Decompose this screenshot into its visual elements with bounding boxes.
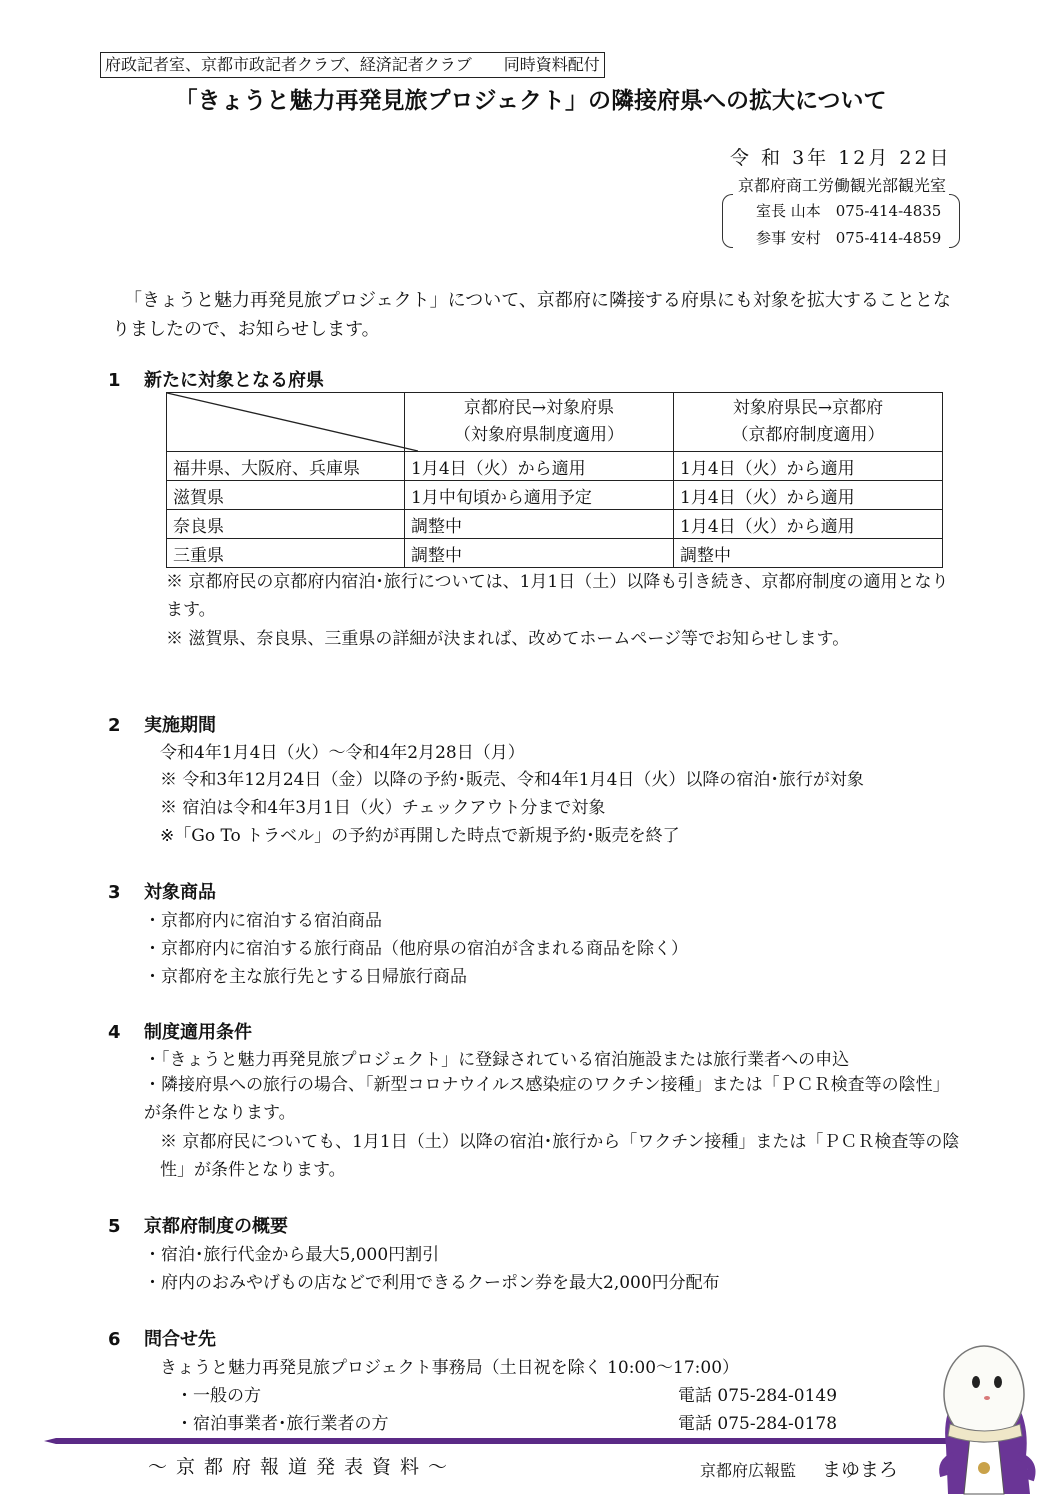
diagonal-header-cell — [167, 393, 405, 452]
table-cell: 滋賀県 — [167, 481, 405, 510]
period-note: ※ 令和3年12月24日（金）以降の予約･販売、令和4年1月4日（火）以降の宿泊･旅行が対象 — [160, 770, 864, 790]
table-note: ※ 京都府民の京都府内宿泊･旅行については、1月1日（土）以降も引き続き、京都府制度の適用となります。 — [166, 572, 949, 620]
list-item: ・府内のおみやげもの店などで利用できるクーポン券を最大2,000円分配布 — [144, 1273, 720, 1293]
footer-mascot-name: まゆまろ — [822, 1459, 899, 1481]
section-number: 1 — [108, 370, 121, 391]
footer-role: 京都府広報監 — [700, 1461, 797, 1480]
section-title: 京都府制度の概要 — [144, 1216, 288, 1237]
column-header-line: （京都府制度適用） — [731, 425, 885, 445]
section-number: 2 — [108, 715, 121, 736]
section-number: 5 — [108, 1216, 121, 1237]
section-heading — [108, 1212, 288, 1238]
section-heading — [108, 366, 324, 392]
list-item: ・京都府を主な旅行先とする日帰旅行商品 — [144, 967, 467, 987]
department-name: 京都府商工労働観光部観光室 — [738, 176, 947, 195]
table-cell: 1月中旬頃から適用予定 — [405, 481, 674, 510]
contact-line: 参事 安村 075-414-4859 — [756, 229, 942, 247]
contact-label: ・宿泊事業者･旅行業者の方 — [176, 1414, 389, 1434]
bracket-left — [722, 194, 733, 248]
table-cell: 1月4日（火）から適用 — [674, 510, 943, 539]
list-item: ・「きょうと魅力再発見旅プロジェクト」に登録されている宿泊施設または旅行業者への申込 — [144, 1050, 850, 1070]
mascot-icon — [926, 1336, 1044, 1496]
period-note: ※「Go To トラベル」の予約が再開した時点で新規予約･販売を終了 — [160, 826, 680, 846]
section-title: 新たに対象となる府県 — [144, 370, 324, 391]
table-cell: 三重県 — [167, 539, 405, 568]
section-number: 4 — [108, 1022, 121, 1043]
table-note: ※ 滋賀県、奈良県、三重県の詳細が決まれば、改めてホームページ等でお知らせします。 — [166, 629, 850, 649]
diagonal-line — [167, 393, 418, 451]
list-item: ・京都府内に宿泊する宿泊商品 — [144, 911, 382, 931]
section-heading — [108, 1325, 216, 1351]
column-header-line: （対象府県制度適用） — [454, 425, 624, 445]
section-title: 制度適用条件 — [144, 1022, 252, 1043]
footer-caption: ～京都府報道発表資料～ — [148, 1456, 457, 1478]
contact-phone: 電話 075-284-0149 — [678, 1386, 838, 1406]
section-heading — [108, 711, 216, 737]
contact-phone: 電話 075-284-0178 — [678, 1414, 838, 1434]
table-row — [167, 481, 943, 510]
table-row — [167, 510, 943, 539]
section-number: 3 — [108, 882, 121, 903]
table-cell: 福井県、大阪府、兵庫県 — [167, 452, 405, 481]
distribution-note: 府政記者室、京都市政記者クラブ、経済記者クラブ 同時資料配付 — [100, 52, 605, 78]
office-name: きょうと魅力再発見旅プロジェクト事務局（土日祝を除く 10:00～17:00） — [160, 1358, 740, 1378]
period-text: 令和4年1月4日（火）～令和4年2月28日（月） — [160, 743, 525, 763]
table-cell: 奈良県 — [167, 510, 405, 539]
section-number: 6 — [108, 1329, 121, 1350]
table-cell: 調整中 — [405, 539, 674, 568]
table-row — [167, 539, 943, 568]
condition-note: ※ 京都府民についても、1月1日（土）以降の宿泊･旅行から「ワクチン接種」または「ＰＣＲ検査等の陰性」が条件となります。 — [160, 1132, 960, 1180]
prefecture-table — [166, 392, 943, 568]
period-note: ※ 宿泊は令和4年3月1日（火）チェックアウト分まで対象 — [160, 798, 606, 818]
bracket-right — [949, 194, 960, 248]
section-title: 対象商品 — [144, 882, 216, 903]
footer-credit — [700, 1455, 898, 1482]
table-cell: 1月4日（火）から適用 — [405, 452, 674, 481]
contact-label: ・一般の方 — [176, 1386, 261, 1406]
page-title: 「きょうと魅力再発見旅プロジェクト」の隣接府県への拡大について — [174, 88, 887, 114]
table-header-row — [167, 393, 943, 452]
table-cell: 1月4日（火）から適用 — [674, 452, 943, 481]
release-date: 令 和 3年 12月 22日 — [730, 147, 952, 169]
list-item: ・宿泊･旅行代金から最大5,000円割引 — [144, 1245, 440, 1265]
column-header-line: 京都府民→対象府県 — [463, 398, 615, 418]
table-cell: 調整中 — [674, 539, 943, 568]
intro-paragraph: 「きょうと魅力再発見旅プロジェクト」について、京都府に隣接する府県にも対象を拡大することとなりましたので、お知らせします。 — [112, 290, 951, 340]
table-cell: 調整中 — [405, 510, 674, 539]
column-header — [405, 393, 674, 452]
list-item: ・隣接府県への旅行の場合、「新型コロナウイルス感染症のワクチン接種」または「ＰＣＲ検査等の陰性」が条件となります。 — [144, 1075, 942, 1123]
contact-line: 室長 山本 075-414-4835 — [756, 202, 942, 220]
table-row — [167, 452, 943, 481]
section-heading — [108, 878, 216, 904]
column-header — [674, 393, 943, 452]
section-heading — [108, 1018, 252, 1044]
column-header-line: 対象府県民→京都府 — [732, 398, 884, 418]
section-title: 実施期間 — [144, 715, 216, 736]
footer-divider — [44, 1438, 966, 1444]
table-cell: 1月4日（火）から適用 — [674, 481, 943, 510]
list-item: ・京都府内に宿泊する旅行商品（他府県の宿泊が含まれる商品を除く） — [144, 939, 688, 959]
contact-box — [722, 194, 960, 248]
section-title: 問合せ先 — [144, 1329, 216, 1350]
